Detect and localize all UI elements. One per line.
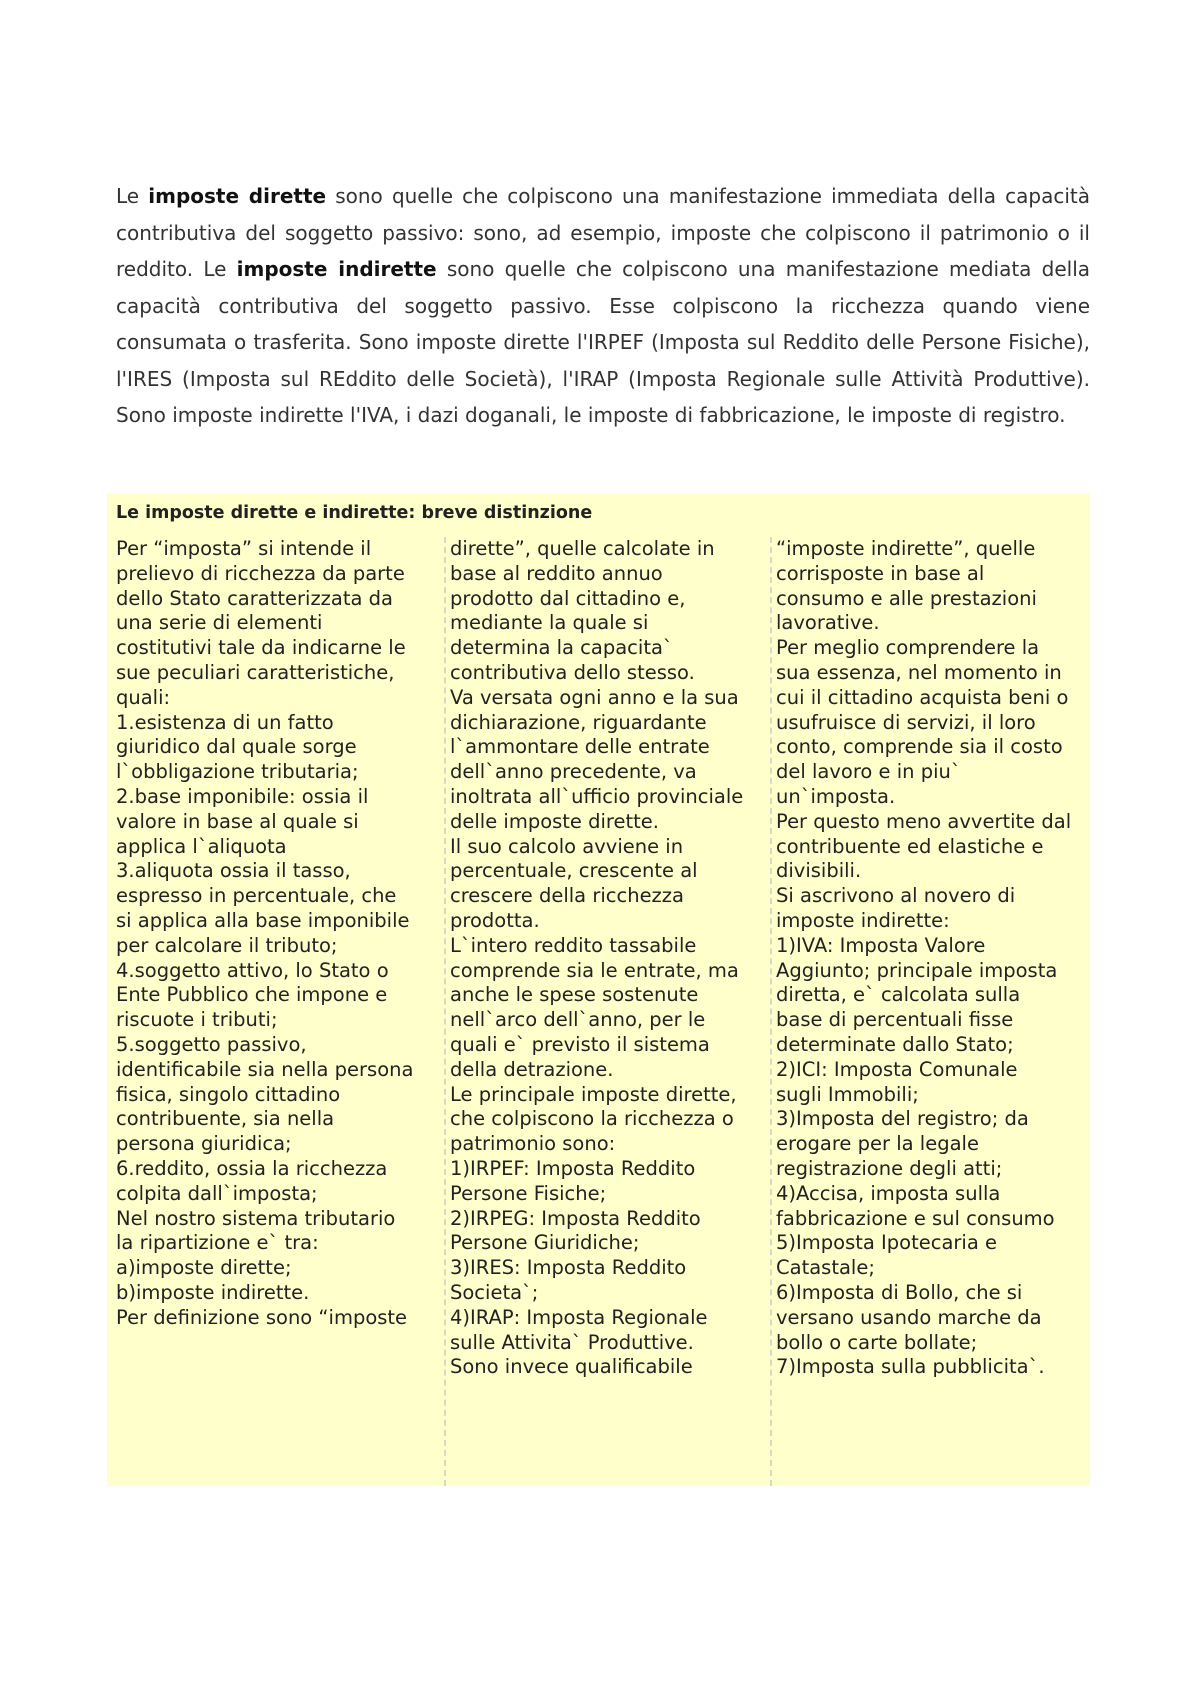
- intro-text-3: sono quelle che colpiscono una manifestazione mediata della capacità contributiva del soggetto passivo. Esse colpiscono la ricchezza quando viene consumata o trasferita. Sono imposte dirette l'IRPEF (Imposta sul Reddito delle Persone Fisiche), l'IRES (Imposta sul REddito delle Società), l'IRAP (Imposta Regionale sulle Attività Produttive). Sono imposte indirette l'IVA, i dazi doganali, le imposte di fabbricazione, le imposte di registro.: [116, 257, 1091, 427]
- intro-text-2: sono quelle che colpiscono una manifestazione immediata della capacità contributiva del soggetto passivo: sono, ad esempio, imposte che colpiscono il patrimonio o il reddito. Le: [116, 184, 1091, 281]
- intro-paragraph: [116, 178, 1090, 434]
- boxout-column-3: “imposte indirette”, quelle corrisposte in base al consumo e alle prestazioni lavorative. Per meglio comprendere la sua essenza, nel momento in cui il cittadino acquista beni o usufruisce di servizi, il loro conto, comprende sia il costo del lavoro e in piu` un`imposta. Per questo meno avvertite dal contribuente ed elastiche e divisibili. Si ascrivono al novero di imposte indirette: 1)IVA: Imposta Valore Aggiunto; principale imposta diretta, e` calcolata sulla base di percentuali fisse determinate dallo Stato; 2)ICI: Imposta Comunale sugli Immobili; 3)Imposta del registro; da erogare per la legale registrazione degli atti; 4)Accisa, imposta sulla fabbricazione e sul consumo 5)Imposta Ipotecaria e Catastale; 6)Imposta di Bollo, che si versano usando marche da bollo o carte bollate; 7)Imposta sulla pubblicita`.: [770, 537, 1086, 1486]
- boxout-column-1: Per “imposta” si intende il prelievo di ricchezza da parte dello Stato caratterizzata da una serie di elementi costitutivi tale da indicarne le sue peculiari caratteristiche, quali: 1.esistenza di un fatto giuridico dal quale sorge l`obbligazione tributaria; 2.base imponibile: ossia il valore in base al quale si applica l`aliquota 3.aliquota ossia il tasso, espresso in percentuale, che si applica alla base imponibile per calcolare il tributo; 4.soggetto attivo, lo Stato o Ente Pubblico che impone e riscuote i tributi; 5.soggetto passivo, identificabile sia nella persona fisica, singolo cittadino contribuente, sia nella persona giuridica; 6.reddito, ossia la ricchezza colpita dall`imposta; Nel nostro sistema tributario la ripartizione e` tra: a)imposte dirette; b)imposte indirette. Per definizione sono “imposte: [116, 537, 414, 1329]
- boxout-title: Le imposte dirette e indirette: breve distinzione: [116, 503, 593, 523]
- intro-bold-direct-taxes: imposte dirette: [148, 184, 327, 208]
- intro-bold-indirect-taxes: imposte indirette: [236, 257, 437, 281]
- tax-distinction-boxout: [107, 493, 1090, 1486]
- intro-text-1: Le: [116, 184, 149, 208]
- boxout-column-2: dirette”, quelle calcolate in base al reddito annuo prodotto dal cittadino e, mediante la quale si determina la capacita` contributiva dello stesso. Va versata ogni anno e la sua dichiarazione, riguardante l`ammontare delle entrate dell`anno precedente, va inoltrata all`ufficio provinciale delle imposte dirette. Il suo calcolo avviene in percentuale, crescente al crescere della ricchezza prodotta. L`intero reddito tassabile comprende sia le entrate, ma anche le spese sostenute nell`arco dell`anno, per le quali e` previsto il sistema della detrazione. Le principale imposte dirette, che colpiscono la ricchezza o patrimonio sono: 1)IRPEF: Imposta Reddito Persone Fisiche; 2)IRPEG: Imposta Reddito Persone Giuridiche; 3)IRES: Imposta Reddito Societa`; 4)IRAP: Imposta Regionale sulle Attivita` Produttive. Sono invece qualificabile: [444, 537, 760, 1486]
